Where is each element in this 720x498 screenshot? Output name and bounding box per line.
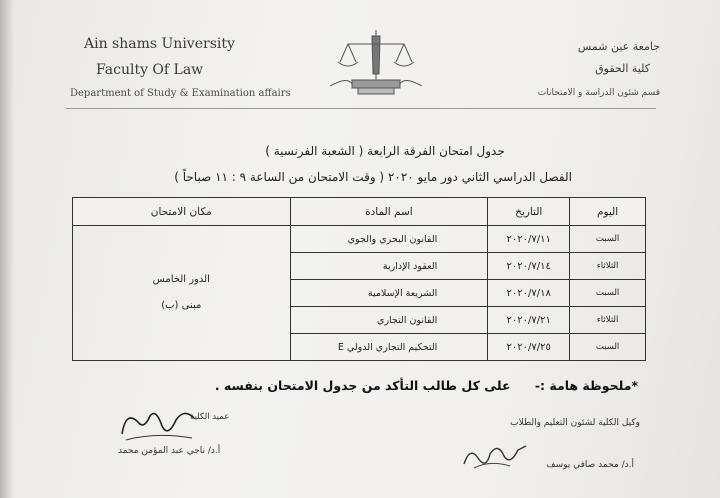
row-subject: التحكيم التجاري الدولي E bbox=[290, 334, 488, 361]
table-row bbox=[73, 226, 646, 253]
row-subject: العقود الإدارية bbox=[290, 253, 488, 280]
row-date: ٢٠٢٠/٧/١١ bbox=[488, 226, 570, 253]
row-subject: الشريعة الإسلامية bbox=[290, 280, 488, 307]
university-name-en: Ain shams University bbox=[84, 36, 235, 52]
important-note bbox=[215, 378, 638, 393]
note-label: *ملحوظة هامة :- bbox=[534, 378, 638, 393]
exam-schedule-table bbox=[72, 197, 646, 361]
row-day: السبت bbox=[570, 334, 646, 361]
row-day: الثلاثاء bbox=[570, 253, 646, 280]
row-date: ٢٠٢٠/٧/٢١ bbox=[488, 307, 570, 334]
table-header-row bbox=[73, 198, 646, 226]
row-day: السبت bbox=[570, 226, 646, 253]
faculty-name-en: Faculty Of Law bbox=[96, 62, 204, 78]
row-date: ٢٠٢٠/٧/٢٥ bbox=[488, 334, 570, 361]
dean-title: عميد الكلية bbox=[190, 412, 230, 422]
vice-dean-title: وكيل الكلية لشئون التعليم والطلاب bbox=[510, 418, 640, 428]
page-edge-shadow bbox=[0, 0, 14, 498]
department-name-en: Department of Study & Examination affairs bbox=[70, 88, 291, 99]
university-name-ar: جامعة عين شمس bbox=[577, 40, 660, 53]
dean-name: أ.د/ ناجي عبد المؤمن محمد bbox=[118, 446, 221, 456]
row-date: ٢٠٢٠/٧/١٤ bbox=[488, 253, 570, 280]
vice-dean-signature-icon bbox=[460, 436, 530, 472]
university-logo-icon bbox=[328, 26, 424, 98]
exam-place-cell bbox=[73, 226, 291, 361]
note-text: على كل طالب التأكد من جدول الامتحان بنفسه . bbox=[214, 378, 511, 393]
header-date: التاريخ bbox=[488, 198, 570, 226]
header-place: مكان الامتحان bbox=[73, 198, 291, 226]
row-subject: القانون التجاري bbox=[290, 307, 488, 334]
dean-signature-icon bbox=[116, 404, 200, 444]
header-arabic bbox=[460, 40, 660, 110]
header-day: اليوم bbox=[570, 198, 646, 226]
exam-place-building: مبنى (ب) bbox=[161, 300, 202, 311]
row-day: الثلاثاء bbox=[570, 307, 646, 334]
faculty-name-ar: كلية الحقوق bbox=[595, 62, 650, 75]
header-subject: اسم المادة bbox=[290, 198, 488, 226]
row-subject: القانون البحري والجوي bbox=[290, 226, 488, 253]
schedule-subtitle: الفصل الدراسي الثاني دور مايو ٢٠٢٠ ( وقت الامتحان من الساعة ٩ : ١١ صباحاً ) bbox=[174, 170, 572, 184]
exam-place-floor: الدور الخامس bbox=[152, 274, 210, 285]
department-name-ar: قسم شئون الدراسة و الامتحانات bbox=[537, 88, 660, 98]
row-day: السبت bbox=[570, 280, 646, 307]
vice-dean-name: أ.د/ محمد صافي يوسف bbox=[546, 460, 634, 470]
header-divider bbox=[66, 108, 656, 109]
row-date: ٢٠٢٠/٧/١٨ bbox=[488, 280, 570, 307]
schedule-title: جدول امتحان الفرقة الرابعة ( الشعبة الفرنسية ) bbox=[265, 144, 505, 158]
